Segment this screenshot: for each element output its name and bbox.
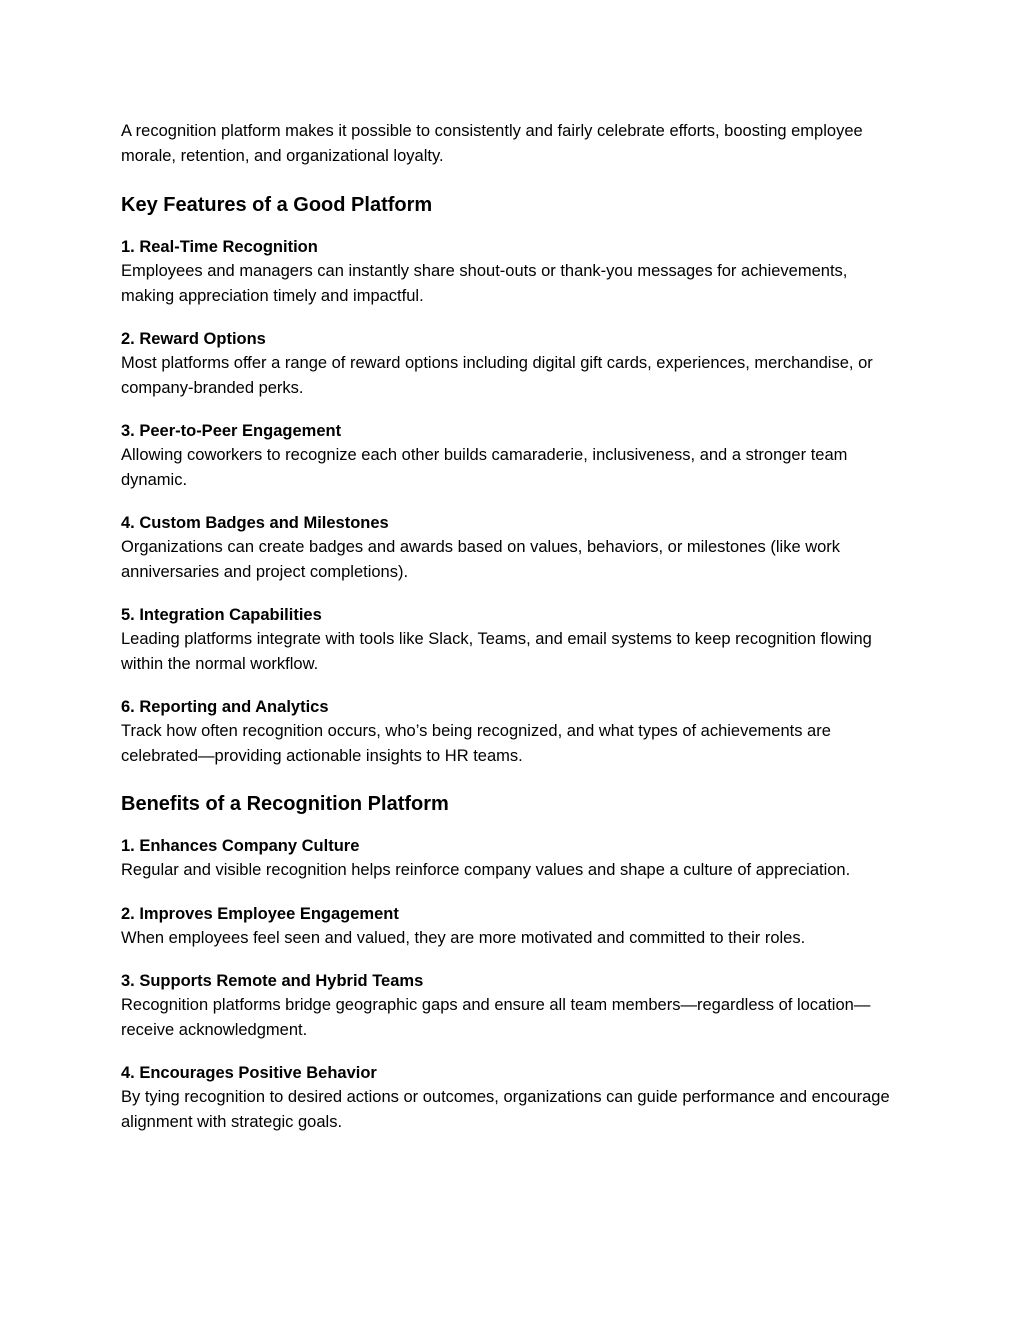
list-item (121, 603, 904, 676)
section-heading-key-features: Key Features of a Good Platform (121, 194, 433, 216)
item-title: 1. Enhances Company Culture (121, 837, 360, 855)
intro-paragraph: A recognition platform makes it possible to consistently and fairly celebrate efforts, boosting employee morale, retention, and organizational loyalty. (121, 122, 863, 165)
item-body: When employees feel seen and valued, they are more motivated and committed to their roles. (121, 928, 806, 947)
list-item (121, 511, 904, 584)
item-title: 2. Improves Employee Engagement (121, 904, 399, 923)
list-item (121, 1061, 904, 1134)
item-body: Regular and visible recognition helps reinforce company values and shape a culture of appreciation. (121, 861, 851, 879)
item-title: 4. Encourages Positive Behavior (121, 1064, 377, 1082)
item-body: Allowing coworkers to recognize each other builds camaraderie, inclusiveness, and a stronger team dynamic. (121, 446, 848, 489)
list-item (121, 235, 904, 308)
list-item (121, 327, 904, 400)
key-features-list (121, 235, 904, 768)
item-title: 4. Custom Badges and Milestones (121, 514, 389, 532)
item-body: Leading platforms integrate with tools like Slack, Teams, and email systems to keep recognition flowing within the normal workflow. (121, 630, 872, 673)
section-heading-benefits: Benefits of a Recognition Platform (121, 793, 449, 815)
item-title: 5. Integration Capabilities (121, 606, 322, 624)
list-item (121, 969, 904, 1042)
item-body: Employees and managers can instantly share shout-outs or thank-you messages for achievements, making appreciation timely and impactful. (121, 262, 848, 305)
item-title: 1. Real-Time Recognition (121, 238, 318, 256)
list-item (121, 419, 904, 492)
item-title: 6. Reporting and Analytics (121, 698, 329, 716)
item-body: Organizations can create badges and awards based on values, behaviors, or milestones (like work anniversaries and project completions). (121, 538, 841, 581)
list-item (121, 695, 904, 768)
item-body: By tying recognition to desired actions or outcomes, organizations can guide performance and encourage alignment with strategic goals. (121, 1088, 890, 1131)
item-title: 3. Supports Remote and Hybrid Teams (121, 972, 424, 990)
list-item (121, 902, 904, 951)
benefits-list (121, 834, 904, 1134)
item-title: 2. Reward Options (121, 330, 266, 348)
item-body: Track how often recognition occurs, who’s being recognized, and what types of achievements are celebrated—providing actionable insights to HR teams. (121, 722, 831, 765)
item-title: 3. Peer-to-Peer Engagement (121, 422, 342, 440)
item-body: Most platforms offer a range of reward options including digital gift cards, experiences, merchandise, or company-branded perks. (121, 354, 873, 397)
list-item (121, 834, 904, 883)
item-body: Recognition platforms bridge geographic gaps and ensure all team members—regardless of location—receive acknowledgment. (121, 996, 871, 1039)
